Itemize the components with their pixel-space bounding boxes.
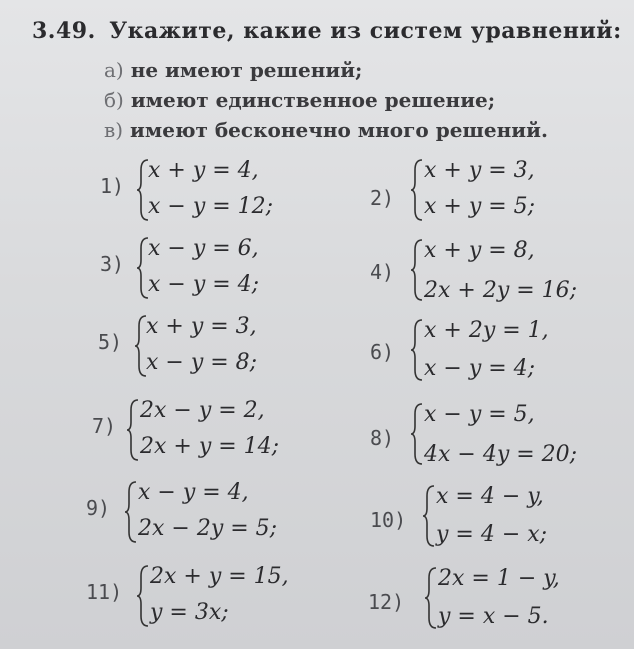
equation-2: x − y = 8; [146,350,258,375]
system-number: 10) [370,508,407,532]
system-number: 7) [92,414,117,438]
system-7 [92,398,322,462]
task-header [32,18,622,44]
equation-1: 2x − y = 2, [140,398,265,423]
equation-2: 4x − 4y = 20; [424,442,578,467]
system-number: 3) [100,252,125,276]
system-number: 4) [370,260,395,284]
system-11 [86,564,322,628]
system-number: 12) [368,590,405,614]
equation-1: x − y = 6, [148,236,259,261]
brace-icon [136,564,150,628]
option-label: а) [104,58,124,82]
system-9 [86,480,322,544]
equation-1: x + y = 3, [146,314,257,339]
system-number: 5) [98,330,123,354]
system-4 [370,238,620,302]
equation-1: x + y = 3, [424,158,535,183]
task-number: 3.49. [32,18,96,44]
system-5 [98,314,318,378]
equation-2: 2x − 2y = 5; [138,516,278,541]
brace-icon [410,158,424,222]
option-label: в) [104,118,124,142]
system-number: 6) [370,340,395,364]
brace-icon [124,480,138,544]
task-text: Укажите, какие из систем уравнений: [109,18,622,44]
equation-1: 2x = 1 − y, [438,566,560,591]
equation-2: x − y = 12; [148,194,274,219]
equation-1: x + 2y = 1, [424,318,549,343]
system-1 [100,158,320,222]
equation-2: x − y = 4; [424,356,536,381]
equation-1: 2x + y = 15, [150,564,289,589]
equation-2: x − y = 4; [148,272,260,297]
system-number: 2) [370,186,395,210]
option-text: не имеют решений; [130,58,363,82]
brace-icon [126,398,140,462]
equation-2: y = 3x; [150,600,229,625]
option-text: имеют единственное решение; [130,88,496,112]
equation-2: 2x + 2y = 16; [424,278,578,303]
equation-1: x + y = 8, [424,238,535,263]
equation-2: 2x + y = 14; [140,434,280,459]
brace-icon [410,318,424,382]
brace-icon [424,566,438,630]
system-3 [100,236,320,300]
equation-1: x = 4 − y, [436,484,544,509]
option-b [104,88,495,112]
equation-2: y = x − 5. [438,604,549,629]
brace-icon [410,238,424,302]
system-6 [370,318,610,382]
system-number: 1) [100,174,125,198]
equation-1: x + y = 4, [148,158,259,183]
brace-icon [422,484,436,548]
brace-icon [410,402,424,466]
system-8 [370,402,620,466]
equation-2: y = 4 − x; [436,522,548,547]
system-10 [370,484,620,548]
equation-2: x + y = 5; [424,194,536,219]
option-a [104,58,362,82]
equation-1: x − y = 5, [424,402,535,427]
equation-1: x − y = 4, [138,480,249,505]
system-number: 11) [86,580,123,604]
system-number: 9) [86,496,111,520]
system-number: 8) [370,426,395,450]
system-2 [370,158,610,222]
system-12 [368,566,618,630]
option-c [104,118,548,142]
option-text: имеют бесконечно много решений. [130,118,548,142]
option-label: б) [104,88,124,112]
